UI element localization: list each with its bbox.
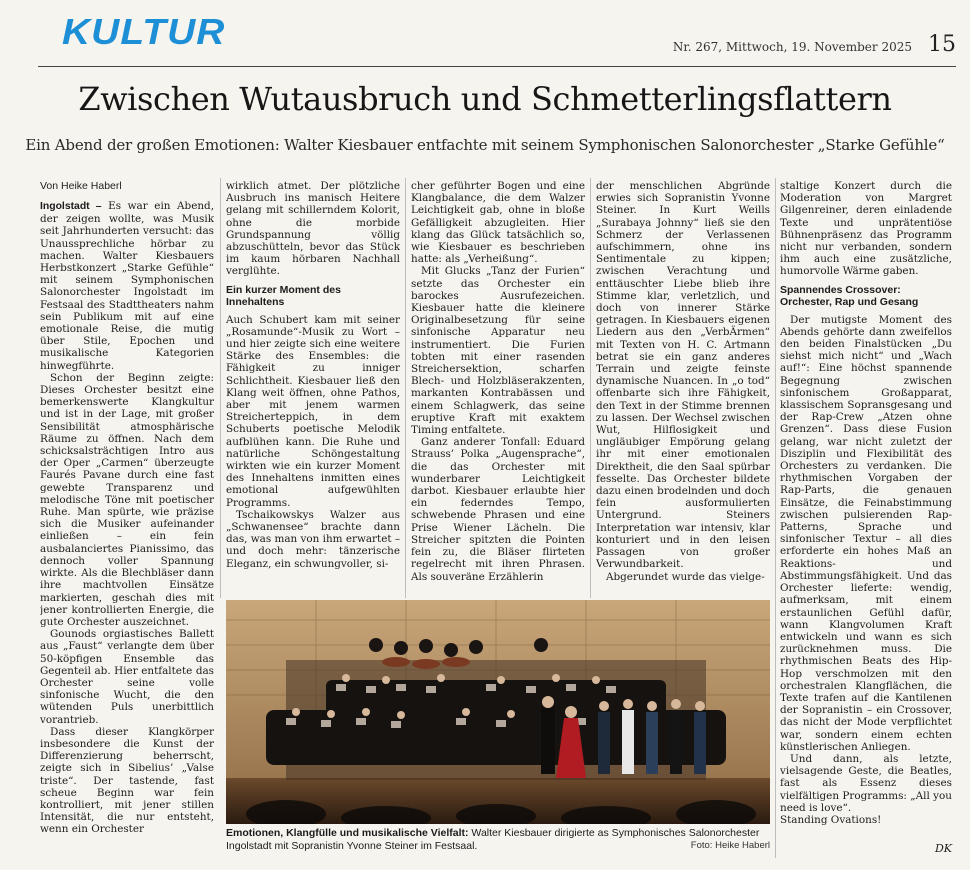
article-column-3 [411, 180, 585, 595]
dateline: Ingolstadt – [40, 201, 102, 212]
column-divider [405, 178, 406, 598]
column-divider [775, 178, 776, 858]
page-number: 15 [928, 32, 956, 57]
lead-paragraph: Ingolstadt – Es war ein Abend, der zeigen wollte, was Musik seit Jahrhunderten versucht: das Unaussprechliche hörbar zu machen. Walter Kiesbauers Herbstkonzert „Starke Gefühle“ mit seinem Symphonischen Salonorchester Ingolstadt im Festsaal des Stadttheaters nahm sein Publikum mit auf eine emotionale Reise, die mutig über Stile, Epochen und musikalische Kategorien hinwegführte. [40, 200, 214, 372]
column-divider [590, 178, 591, 598]
subheading: Ein kurzer Moment des Innehaltens [226, 283, 341, 308]
paragraph: cher geführter Bogen und eine Klangbalance, die dem Walzer Leichtigkeit gab, ohne in bloße Gefälligkeit abzugleiten. Hier klang das Glück tatsächlich so, wie Kiesbauer es beschrieben hatte: als „Verheißung“. [411, 180, 585, 266]
article-column-1 [40, 200, 214, 852]
paragraph: Dass dieser Klangkörper insbesondere die Kunst der Differenzierung beherrscht, zeigte sich in Sibelius’ „Valse triste“. Der tastende, fast scheue Beginn war fein kontrolliert, mit jener stillen Intensität, die nur entsteht, wenn ein Orchester [40, 725, 214, 836]
orchestra-stage-image [226, 600, 770, 824]
paragraph: Gounods orgiastisches Ballett aus „Faust“ verlangte dem über 50-köpfigen Ensemble das Gegenteil ab. Hier entfaltete das Orchester seine volle sinfonische Wucht, die den wütenden Puls unerbittlich vorantrieb. [40, 628, 214, 726]
closing-line: Standing Ovations! [780, 813, 882, 826]
concert-photo [226, 600, 770, 824]
paragraph: Und dann, als letzte, vielsagende Geste, die Beatles, fast als Essenz dieses vielfältigen Programms: „All you need is love“. [780, 752, 952, 814]
paragraph: wirklich atmet. Der plötzliche Ausbruch ins manisch Heitere gelang mit schillerndem Kolorit, ohne die morbide Grundspannung völlig abzuschütteln, bevor das Stück im kaum hörbaren Nachhall verglühte. [226, 180, 400, 278]
photo-caption [226, 827, 770, 853]
article-column-5 [780, 180, 952, 860]
paragraph: Tschaikowskys Walzer aus „Schwanensee“ brachte dann das, was man von ihm erwartet – und doch mehr: tänzerische Eleganz, ein schwungvoller, si- [226, 508, 400, 570]
caption-lead: Emotionen, Klangfülle und musikalische Vielfalt: [226, 827, 469, 839]
paragraph: Schon der Beginn zeigte: Dieses Orchester besitzt eine bemerkenswerte Klangkultur und ist in der Lage, mit großer Sensibilität atmosphärische Räume zu öffnen. Nach dem schicksalsträchtigen Intro aus der Oper „Carmen“ überzeugte Faurés Pavane durch eine fast gewebte Transparenz und melodische Töne mit poetischer Ruhe. Man spürte, wie präzise sich die Musiker aufeinander einließen – ein fein ausbalanciertes Pianissimo, das dennoch voller Spannung wirkte. Als die Blechbläser dann ihre machtvollen Einsätze markierten, geschah dies mit jener kontrollierten Energie, die gute Orchester auszeichnet. [40, 371, 214, 628]
paragraph: Mit Glucks „Tanz der Furien“ setzte das Orchester ein barockes Ausrufezeichen. Kiesbauer hatte die kleinere Originalbesetzung für seine sinfonische Apparatur neu instrumentiert. Die Furien tobten mit einer rasenden Streichersektion, scharfen Blech- und Holzbläserakzenten, markanten Kontrabässen und einem Schlagwerk, das seine eruptive Kraft mit exaktem Timing entfaltete. [411, 265, 585, 437]
issue-date: Nr. 267, Mittwoch, 19. November 2025 [672, 40, 912, 54]
paragraph: Auch Schubert kam mit seiner „Rosamunde“-Musik zu Wort – und hier zeigte sich eine weitere Stärke des Ensembles: die Fähigkeit zu inniger Schlichtheit. Kiesbauer ließ den Klang weit öffnen, ohne Pathos, aber mit jenem warmen Streicherteppich, in dem Schuberts poetische Melodik aufblühen kann. Die Ruhe und natürliche Schöngestaltung wirkten wie ein kurzer Moment des Innehaltens inmitten eines emotional aufgewühlten Programms. [226, 313, 400, 509]
caption-text: Walter Kiesbauer dirigierte as Symphonisches Salonorchester Ingolstadt mit Sopranistin Yvonne Steiner im Festsaal. [226, 827, 760, 852]
author-code: DK [934, 842, 952, 855]
top-rule [38, 66, 956, 67]
paragraph: Abgerundet wurde das vielge- [606, 570, 765, 583]
headline: Zwischen Wutausbruch und Schmetterlingsflattern [78, 80, 892, 118]
paragraph: der menschlichen Abgründe erwies sich Sopranistin Yvonne Steiner. In Kurt Weills „Surabaya Johnny“ ließ sie den Schmerz der Verlassenen aufschimmern, ohne ins Sentimentale zu kippen; zwischen Verachtung und enttäuschter Liebe blieb ihre Stimme klar, verletzlich, und doch von innerer Stärke getragen. In Kiesbauers eigenen Liedern aus den „VerbÄrmen“ mit Texten von H. C. Artmann betrat sie ein ganz anderes Terrain und zeigte feinste dynamische Nuancen. In „o tod“ offenbarte sich ihre Fähigkeit, den Text in der Stimme brennen zu lassen. Der Wechsel zwischen Wut, Hilflosigkeit und ungläubiger Empörung gelang ihr mit einer emotionalen Direktheit, die den Saal spürbar fesselte. Das Orchester bildete dazu einen brodelnden und doch fein ausformulierten Untergrund. Steiners Interpretation war intensiv, klar konturiert und in den leisen Passagen von großer Verwundbarkeit. [596, 180, 770, 571]
byline: Von Heike Haberl [40, 180, 122, 192]
subheadline: Ein Abend der großen Emotionen: Walter Kiesbauer entfachte mit seinem Symphonischen Salonorchester „Starke Gefühle“ [25, 136, 945, 154]
subheading: Spannendes Crossover: Orchester, Rap und Gesang [780, 283, 919, 308]
article-column-4 [596, 180, 770, 595]
conductor-figure [541, 708, 555, 774]
paragraph: Der mutigste Moment des Abends gehörte dann zweifellos den beiden Finalstücken „Du siehst mich nicht“ und „Wach auf!“: Eine höchst spannende Begegnung zwischen sinfonischem Großapparat, klassischem Sopransgesang und der Rap-Crew „Atzen ohne Grenzen“. Dass diese Fusion gelang, war nicht zuletzt der Disziplin und Flexibilität des Orchesters zu verdanken. Die rhythmischen Vorgaben der Rap-Parts, die genauen Einsätze, die Feinabstimmung zwischen pulsierenden Rap-Patterns, Sprache und sinfonischer Textur – all dies erforderte ein hohes Maß an Reaktions- und Abstimmungsfähigkeit. Und das Orchester lieferte: wendig, aufmerksam, mit einem erstaunlichen Gefühl dafür, wann Klangvolumen Kraft entwickeln und wann es sich zurücknehmen muss. Die rhythmischen Beats des Hip-Hop verschmolzen mit den orchestralen Klangflächen, die Texte trafen auf die Kantilenen der Sopranistin – ein Crossover, das nicht der Mode verpflichtet war, sondern einem echten künstlerischen Anliegen. [780, 313, 952, 753]
section-logo: KULTUR [62, 11, 226, 52]
article-column-2 [226, 180, 400, 595]
photo-credit: Foto: Heike Haberl [690, 840, 770, 851]
paragraph: Ganz anderer Tonfall: Eduard Strauss’ Polka „Augensprache“, die das Orchester mit wunderbarer Leichtigkeit darbot. Kiesbauer erlaubte hier ein federndes Tempo, schwebende Phrasen und eine Prise Wiener Lächeln. Die Streicher spitzten die Pointen fein zu, die Bläser flirteten regelrecht mit ihren Phrasen. Als souveräne Erzählerin [411, 436, 585, 583]
column-divider [220, 178, 221, 598]
paragraph: staltige Konzert durch die Moderation von Margret Gilgenreiner, deren einladende Texte und unprätentiöse Bühnenpräsenz das Programm nicht nur verbanden, sondern ihm auch eine zusätzliche, humorvolle Wärme gaben. [780, 180, 952, 278]
